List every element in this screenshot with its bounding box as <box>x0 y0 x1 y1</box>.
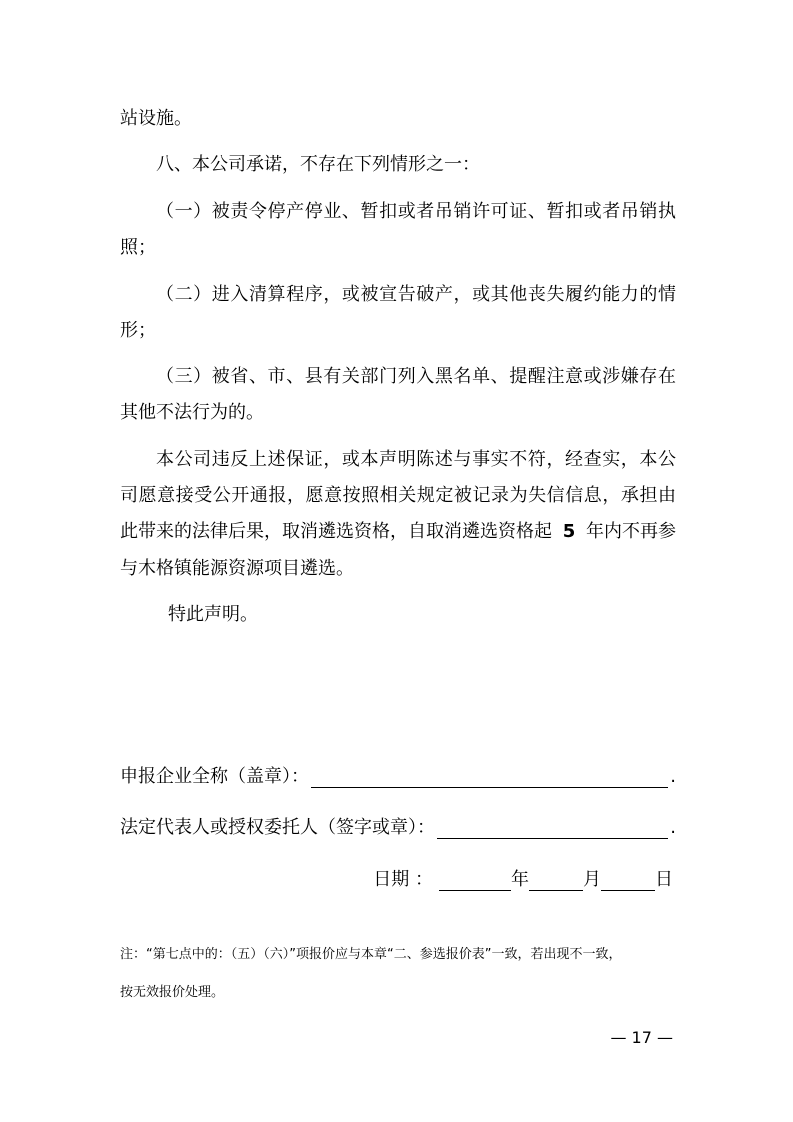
clause-eight-heading: 八、本公司承诺，不存在下列情形之一： <box>156 154 480 175</box>
clause-item-one-cont: 照； <box>120 237 156 258</box>
company-name-label: 申报企业全称（盖章）： <box>120 766 309 787</box>
company-name-field <box>120 764 676 788</box>
declaration-paragraph-line <box>120 521 676 543</box>
closing-statement: 特此声明。 <box>168 604 258 625</box>
clause-item-one: （一）被责令停产停业、暂扣或者吊销许可证、暂扣或者吊销执 <box>156 201 676 222</box>
clause-item-two-cont: 形； <box>120 320 156 341</box>
footnote-line: 注：“第七点中的：（五）（六）”项报价应与本章“二、参选报价表”一致，若出现不一致， <box>120 947 622 962</box>
representative-label: 法定代表人或授权委托人（签字或章）： <box>120 817 435 838</box>
page-number: — 17 — <box>610 1028 673 1047</box>
paragraph-line: 站设施。 <box>120 108 192 129</box>
representative-end: . <box>670 817 676 838</box>
day-blank <box>601 868 655 891</box>
company-name-blank <box>311 765 668 788</box>
representative-signature-field <box>120 815 676 839</box>
month-blank <box>529 868 583 891</box>
year-label: 年 <box>511 869 529 890</box>
declaration-text-segment: 年内不再参 <box>586 521 676 542</box>
date-label: 日期 ： <box>373 869 433 890</box>
declaration-paragraph-line: 本公司违反上述保证，或本声明陈述与事实不符，经查实，本公 <box>156 449 676 470</box>
declaration-text-segment: 此带来的法律后果，取消遴选资格，自取消遴选资格起 <box>120 521 552 542</box>
company-name-end: . <box>670 766 676 787</box>
representative-blank <box>437 816 668 839</box>
clause-item-three: （三）被省、市、县有关部门列入黑名单、提醒注意或涉嫌存在 <box>156 366 676 387</box>
clause-item-three-cont: 其他不法行为的。 <box>120 402 264 423</box>
footnote-line: 按无效报价处理。 <box>120 985 225 1000</box>
year-count: 5 <box>562 521 576 542</box>
month-label: 月 <box>583 869 601 890</box>
date-field <box>373 867 673 891</box>
year-blank <box>439 868 511 891</box>
declaration-paragraph-line: 与木格镇能源资源项目遴选。 <box>120 558 354 579</box>
clause-item-two: （二）进入清算程序，或被宣告破产，或其他丧失履约能力的情 <box>156 284 676 305</box>
declaration-paragraph-line: 司愿意接受公开通报，愿意按照相关规定被记录为失信信息，承担由 <box>120 485 676 506</box>
day-label: 日 <box>655 869 673 890</box>
